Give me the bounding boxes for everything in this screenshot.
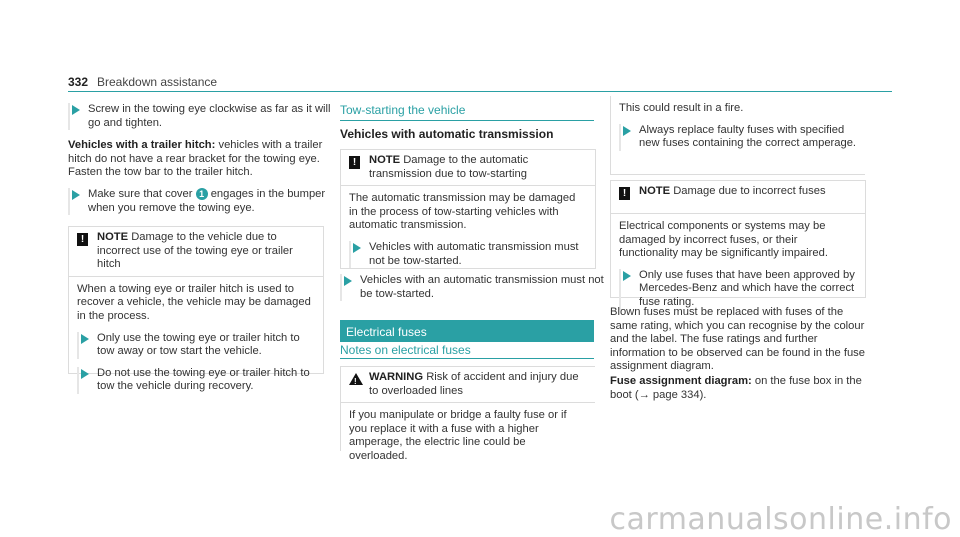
note-header	[341, 150, 595, 186]
note-step	[77, 332, 315, 359]
step-automatic	[340, 274, 610, 301]
arrow-right-icon	[623, 271, 631, 281]
note-step	[77, 367, 315, 394]
note-label: NOTE	[97, 231, 129, 243]
step-cover	[68, 188, 338, 215]
continuation-body	[611, 96, 865, 159]
fuse-diagram-text: on the fuse box in the boot (→ page 334).	[610, 375, 862, 401]
note-text: The automatic transmission may be damaged in the process of tow-starting vehicles with automatic transmission.	[349, 192, 576, 232]
note-text: When a towing eye or trailer hitch is used to recover a vehicle, the vehicle may be damaged in the process.	[77, 282, 311, 322]
warning-mark: !	[354, 377, 357, 386]
note-body	[611, 214, 865, 318]
step-bar	[77, 332, 79, 359]
note-text: Electrical components or systems may be damaged by incorrect fuses, or their functionality may be significantly impaired.	[619, 220, 828, 260]
fuses-paragraph: Blown fuses must be replaced with fuses of the same rating, which you can recognise by the colour and the label. The fuse ratings and further information to be observed can be found in the fuse assignment diagram.	[610, 306, 865, 373]
arrow-right-icon	[72, 105, 80, 115]
continuation-step-text: Always replace faulty fuses with specified new fuses containing the correct amperage.	[639, 123, 857, 150]
arrow-right-icon	[81, 334, 89, 344]
warning-heading: Risk of accident and injury due to overloaded lines	[369, 371, 579, 397]
arrow-right-icon	[81, 369, 89, 379]
note-box-fuses	[610, 180, 866, 308]
note-step-text: Vehicles with automatic transmission must not be tow-started.	[369, 240, 579, 267]
step-bar	[619, 269, 621, 310]
continuation-text: This could result in a fire.	[619, 102, 744, 114]
fuse-diagram-paragraph	[610, 375, 868, 402]
step-bar	[349, 241, 351, 268]
step-text-pre: Make sure that cover	[88, 188, 193, 200]
section-title-tow-starting: Tow-starting the vehicle	[340, 103, 466, 117]
arrow-right-icon	[344, 276, 352, 286]
step-text-post: engages in the bumper when you remove the towing eye.	[88, 188, 326, 214]
warning-header	[341, 367, 595, 403]
callout-number-icon: 1	[196, 188, 208, 200]
note-step-text: Only use the towing eye or trailer hitch to tow away or tow start the vehicle.	[97, 331, 300, 358]
hitch-label: Vehicles with a trailer hitch:	[68, 139, 216, 151]
note-body	[341, 186, 595, 276]
warning-label: WARNING	[369, 371, 424, 383]
warning-text: If you manipulate or bridge a faulty fuse or if you replace it with a fuse with a higher amperage, the electric line could be overloaded.	[349, 409, 567, 462]
warning-continuation	[610, 96, 865, 175]
step-bar	[619, 124, 621, 151]
fuse-diagram-label: Fuse assignment diagram:	[610, 375, 752, 387]
step-bar	[68, 103, 70, 130]
section-rule	[340, 358, 594, 359]
note-step	[619, 269, 857, 310]
step-bar	[340, 274, 342, 301]
hitch-paragraph	[68, 139, 326, 180]
exclamation-icon: !	[349, 156, 360, 169]
page-title: Breakdown assistance	[97, 75, 218, 89]
arrow-right-icon	[72, 190, 80, 200]
note-box-transmission	[340, 149, 596, 269]
note-step-text: Only use fuses that have been approved by Mercedes-Benz and which have the correct fuse rating.	[639, 268, 855, 308]
step-text: Vehicles with an automatic transmission must not be tow-started.	[360, 274, 604, 300]
subsection-title: Vehicles with automatic transmission	[340, 127, 554, 141]
note-header	[611, 181, 865, 214]
note-step-text: Do not use the towing eye or trailer hitch to tow the vehicle during recovery.	[97, 366, 310, 393]
arrow-right-icon	[353, 243, 361, 253]
warning-box	[340, 366, 595, 462]
warning-body	[341, 403, 595, 471]
step-bar	[77, 367, 79, 394]
page-number: 332	[68, 75, 89, 89]
continuation-step	[619, 124, 857, 151]
watermark: carmanualsonline.info	[609, 502, 952, 537]
arrow-right-icon	[623, 126, 631, 136]
step-bar	[68, 188, 70, 215]
section-rule	[340, 120, 594, 121]
note-label: NOTE	[639, 185, 671, 197]
note-heading: Damage to the automatic transmission due to tow-starting	[369, 154, 529, 180]
exclamation-icon: !	[619, 187, 630, 200]
exclamation-icon: !	[77, 233, 88, 246]
section-title-notes-fuses: Notes on electrical fuses	[340, 343, 471, 357]
section-bar-electrical-fuses: Electrical fuses	[340, 320, 594, 342]
note-box-towing-eye	[68, 226, 324, 393]
note-header	[69, 227, 323, 277]
header-rule	[68, 91, 892, 92]
step-text: Screw in the towing eye clockwise as far as it will go and tighten.	[88, 103, 331, 129]
note-body	[69, 277, 323, 402]
note-heading: Damage to the vehicle due to incorrect use of the towing eye or trailer hitch	[97, 231, 293, 271]
step-screw-in	[68, 103, 338, 130]
hitch-text: vehicles with a trailer hitch do not have a rear bracket for the towing eye. Fasten the tow bar to the trailer hitch.	[68, 139, 323, 179]
note-label: NOTE	[369, 154, 401, 166]
note-step	[349, 241, 587, 268]
note-heading: Damage due to incorrect fuses	[673, 185, 826, 197]
